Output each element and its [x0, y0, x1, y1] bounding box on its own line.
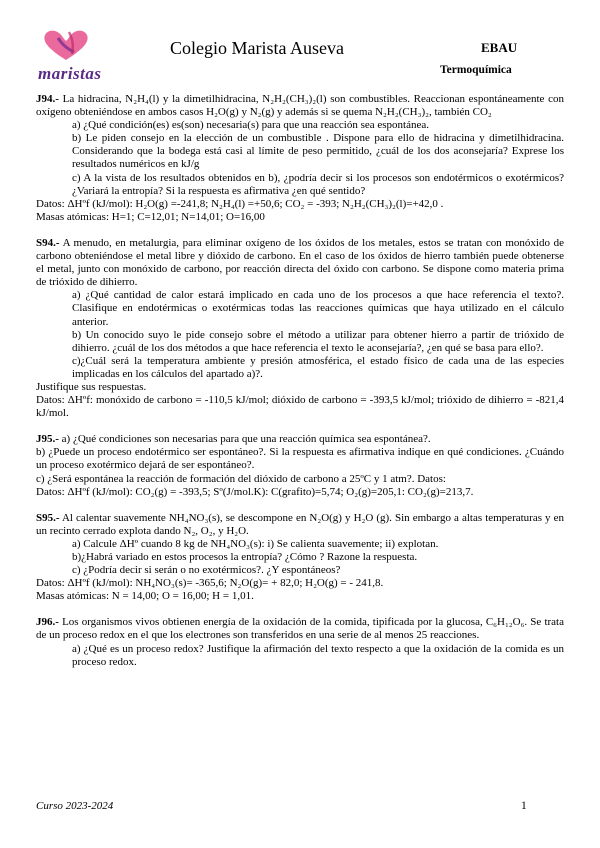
problem-statement: Los organismos vivos obtienen energía de la oxidación de la comida, tipificada por la glucosa, C₆H₁₂O₆. Se trata de un proceso redox en el que los electrones son transferidos en una serie de al menos 25 reacciones. [36, 616, 564, 642]
justify-note: Justifique sus respuestas. [36, 380, 147, 393]
question-b: b) Le piden consejo en la elección de un combustible . Dispone para ello de hidracina y dimetilhidracina. Considerando que la bodega está casi al límite de peso permitido, ¿cuál de los dos aconsejaría? Exprese los resultados numéricos en kJ/g [72, 132, 564, 171]
problem-s94 [36, 237, 564, 420]
question-c: c) A la vista de los resultados obtenidos en b), ¿podría decir si los procesos son endotérmicos o exotérmicos? ¿Variará la entropía? Si la respuesta es afirmativa ¿en qué sentido? [72, 171, 564, 197]
logo-wordmark: maristas [38, 64, 102, 83]
problem-statement: A menudo, en metalurgia, para eliminar oxígeno de los óxidos de los metales, estos se tratan con monóxido de carbono obteniéndose el metal libre y dióxido de carbono. En el caso de los óxidos de hierro también puede obtenerse el metal, junto con monóxido de carbono, por reacción directa del óxido con carbono. Se dispone como materia prima de trióxido de dihierro. [36, 236, 564, 289]
data-line: Datos: ΔHºf (kJ/mol): CO₂(g) = -393,5; Sº(J/mol.K): C(grafito)=5,74; O₂(g)=205,1: CO₂(g)=213,7. [36, 485, 474, 498]
data-line: Datos: ΔHºf: monóxido de carbono = -110,5 kJ/mol; dióxido de carbono = -393,5 kJ/mol; trióxido de dihierro = -821,4 kJ/mol. [36, 394, 564, 420]
topic-title: Termoquímica [440, 64, 512, 76]
problem-label: S95.- [36, 511, 60, 524]
footer-course: Curso 2023-2024 [36, 800, 114, 812]
exam-tag: EBAU [481, 40, 518, 55]
problem-j95 [36, 433, 564, 498]
problem-label: S94.- [36, 236, 60, 249]
problem-label: J95.- [36, 433, 59, 446]
data-line: Datos: ΔHºf (kJ/mol): H₂O(g) =-241,8; N₂H₄(l) =+50,6; CO₂ = -393; N₂H₂(CH₃)₂(l)=+42,0 . [36, 197, 444, 210]
question-a: a) ¿Qué es un proceso redox? Justifique la afirmación del texto respecto a que la oxidación de la comida es un proceso redox. [72, 642, 564, 668]
question-b: b) ¿Puede un proceso endotérmico ser espontáneo?. Si la respuesta es afirmativa indique en qué condiciones. ¿Cuándo un proceso exotérmico dejará de ser espontáneo?. [36, 446, 564, 472]
heart-icon [36, 26, 96, 66]
question-a: a) ¿Qué condición(es) es(son) necesaria(s) para que una reacción sea espontánea. [72, 119, 430, 132]
problem-label: J96.- [36, 616, 59, 629]
problem-label: J94.- [36, 93, 59, 105]
school-name: Colegio Marista Auseva [170, 38, 344, 58]
data-line: Datos: ΔHºf (kJ/mol): NH₄NO₃(s)= -365,6; N₂O(g)= + 82,0; H₂O(g) = - 241,8. [36, 577, 384, 590]
page-number: 1 [521, 800, 527, 812]
problem-s95 [36, 512, 564, 604]
problem-j94 [36, 93, 564, 224]
question-a: a) Calcule ΔHº cuando 8 kg de NH₄NO₃(s): i) Se calienta suavemente; ii) explotan. [72, 537, 439, 550]
problem-statement: La hidracina, N₂H₄(l) y la dimetilhidracina, N₂H₂(CH₃)₂(l) son combustibles. Reaccionan espontáneamente con oxígeno obteniéndose en ambos casos H₂O(g) y N₂(g) y además si se quema N₂H₂(CH₃)₂, también CO₂ [36, 93, 564, 119]
atomic-masses: Masas atómicas: H=1; C=12,01; N=14,01; O=16,00 [36, 210, 265, 223]
problem-j96 [36, 616, 564, 668]
problem-list [36, 93, 564, 682]
question-c: c) ¿Podría decir si serán o no exotérmicos?. ¿Y espontáneos? [72, 564, 341, 577]
question-a: a) ¿Qué condiciones son necesarias para que una reacción química sea espontánea?. [58, 433, 431, 446]
question-c: c)¿Cuál será la temperatura ambiente y presión atmosférica, el estado físico de cada una de las especies implicadas en los cálculos del apartado a)?. [72, 354, 564, 380]
question-b: b) Un conocido suyo le pide consejo sobre el método a utilizar para obtener hierro a partir de trióxido de dihierro. ¿cuál de los dos métodos a que hace referencia el texto le aconsejaría?, ¿en qué se basa para ello?. [72, 328, 564, 354]
question-c: c) ¿Será espontánea la reacción de formación del dióxido de carbono a 25ºC y 1 atm?. Datos: [36, 472, 446, 485]
problem-statement: Al calentar suavemente NH₄NO₃(s), se descompone en N₂O(g) y H₂O (g). Sin embargo a altas temperaturas y en un recinto cerrado explota dando N₂, O₂, y H₂O. [36, 511, 564, 537]
atomic-masses: Masas atómicas: N = 14,00; O = 16,00; H = 1,01. [36, 590, 254, 603]
question-a: a) ¿Qué cantidad de calor estará implicado en cada uno de los procesos a que hace referencia el texto?. Clasifique en endotérmicas o exotérmicas todas las reacciones químicas que haya utilizado en el cálculo anterior. [72, 289, 564, 328]
marist-logo [36, 26, 126, 84]
question-b: b)¿Habrá variado en estos procesos la entropía? ¿Cómo ? Razone la respuesta. [72, 551, 418, 563]
